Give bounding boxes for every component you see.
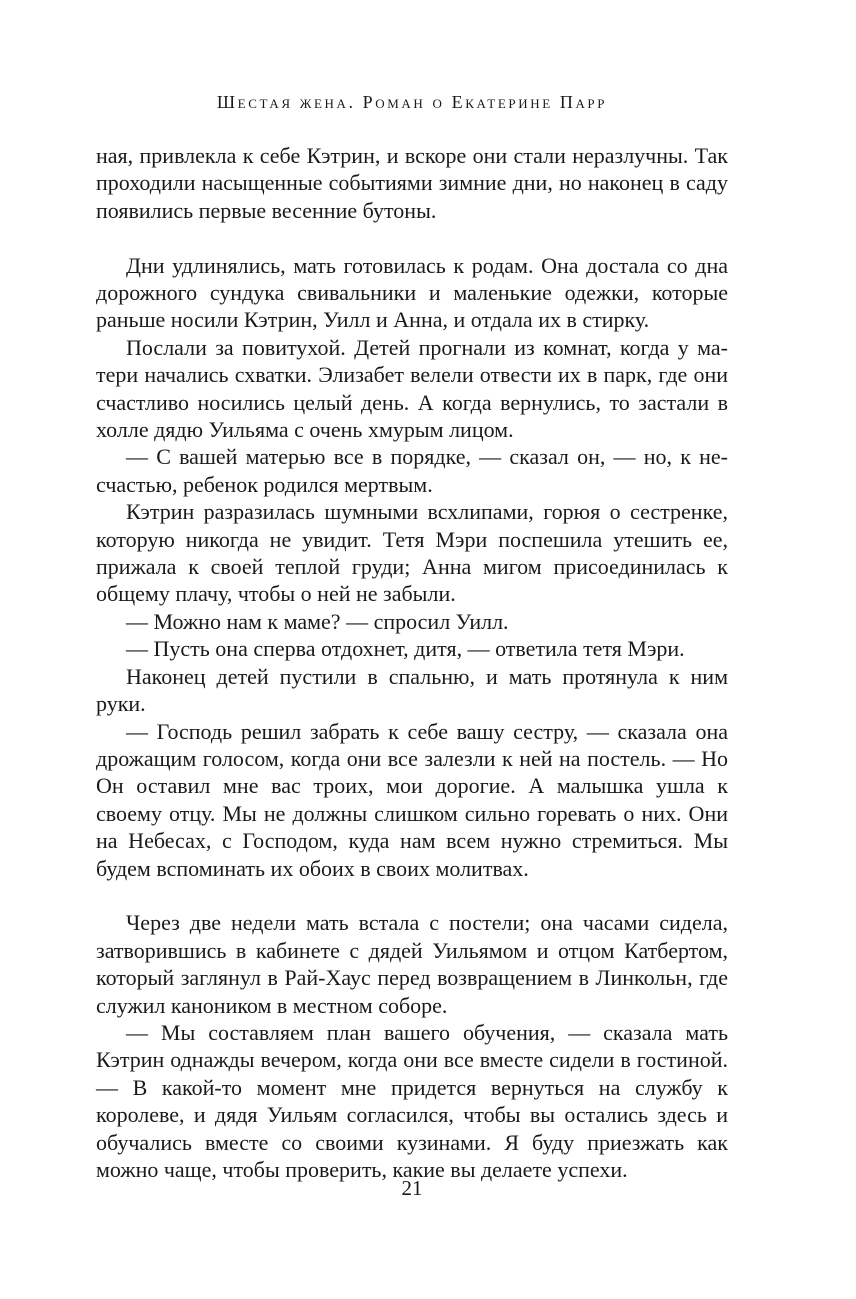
paragraph: Через две недели мать встала с постели; она часами сидела, затворившись в кабинете с дядей Уильямом и отцом Катбертом, который заглянул в Рай-Хаус перед возвращением в Линкольн, где служил каноником в местном соборе. bbox=[96, 910, 728, 1018]
running-title: Шестая жена. Роман о Екатерине Парр bbox=[216, 92, 608, 112]
body-text bbox=[96, 142, 728, 1183]
book-page bbox=[96, 0, 728, 1299]
paragraph: — Пусть она сперва отдохнет, дитя, — ответила тетя Мэри. bbox=[126, 636, 685, 662]
paragraph: — Мы составляем план вашего обучения, — сказала мать Кэтрин однажды вечером, когда они все вместе сидели в гостиной. — В какой-то момент мне придется вернуться на службу к королеве, и дядя Уильям согласился, чтобы вы остались здесь и обучались вместе со своими кузинами. Я буду приезжать как можно чаще, чтобы проверить, какие вы делаете успехи. bbox=[96, 1019, 728, 1182]
paragraph: — С вашей матерью все в порядке, — сказал он, — но, к несчастью, ребенок родился мертвым. bbox=[96, 444, 728, 497]
paragraph: ная, привлекла к себе Кэтрин, и вскоре они стали неразлучны. Так проходили насыщенные событиями зимние дни, но наконец в саду появились первые весенние бутоны. bbox=[96, 143, 728, 223]
page-number: 21 bbox=[401, 1176, 423, 1200]
paragraph: Наконец детей пустили в спальню, и мать протянула к ним руки. bbox=[96, 663, 728, 717]
paragraph: Послали за повитухой. Детей прогнали из комнат, когда у матери начались схватки. Элизабет велели отвести их в парк, где они счастливо носились целый день. А когда вернулись, то застали в холле дядю Уильяма с очень хмурым лицом. bbox=[96, 334, 728, 443]
paragraph: — Можно нам к маме? — спросил Уилл. bbox=[126, 608, 509, 634]
paragraph: — Господь решил забрать к себе вашу сестру, — сказала она дрожащим голосом, когда они все залезли к ней на постель. — Но Он оставил мне вас троих, мои дорогие. А малышка ушла к своему отцу. Мы не должны слишком сильно горевать о них. Они на Небесах, с Господом, куда нам всем нужно стремиться. Мы будем вспоминать их обоих в своих молитвах. bbox=[96, 718, 728, 881]
paragraph: Дни удлинялись, мать готовилась к родам. Она достала со дна дорожного сундука свивальники и маленькие одежки, которые раньше носили Кэтрин, Уилл и Анна, и отдала их в стирку. bbox=[96, 252, 728, 333]
paragraph: Кэтрин разразилась шумными всхлипами, горюя о сестренке, которую никогда не увидит. Тетя Мэри поспешила утешить ее, прижала к своей теплой груди; Анна мигом присоединилась к общему плачу, чтобы о ней не забыли. bbox=[96, 499, 728, 607]
